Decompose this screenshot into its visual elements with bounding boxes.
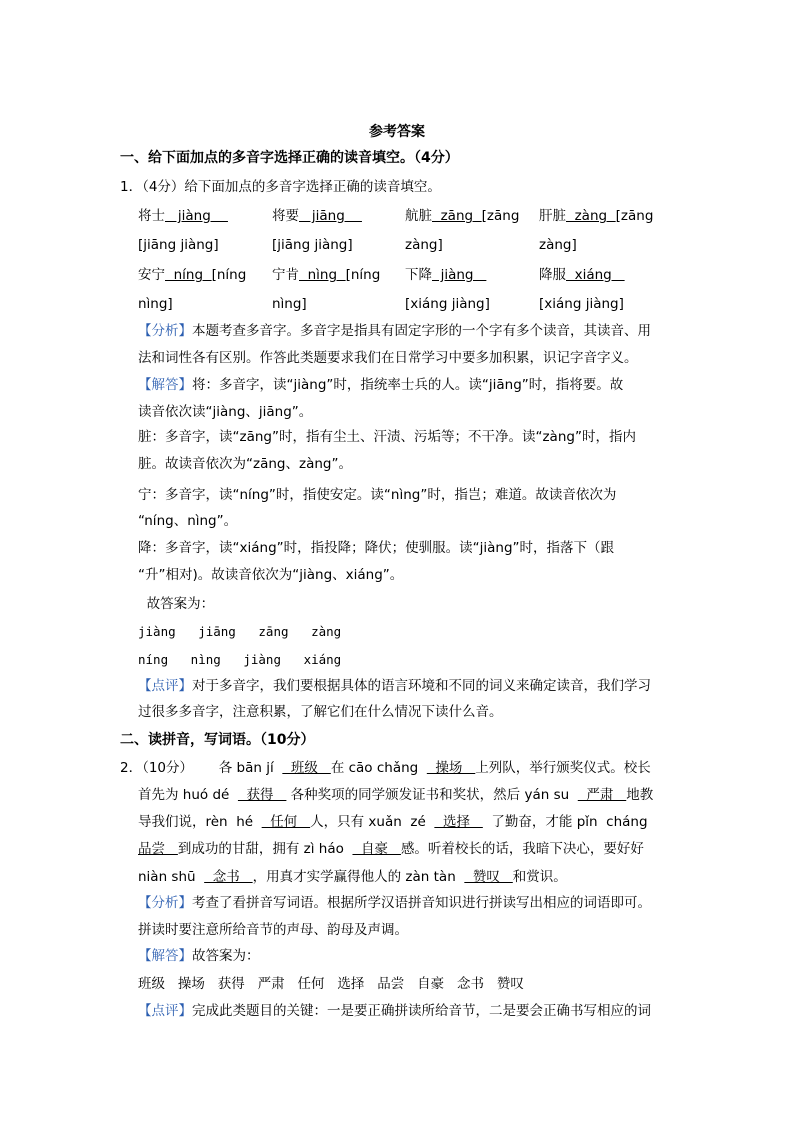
- filled-answer: zāng: [432, 208, 482, 224]
- grid-cell: [272, 206, 362, 226]
- text-segment: 到成功的甘甜，拥有 zì háo: [177, 841, 353, 857]
- text-segment: zàng]: [539, 237, 577, 253]
- text-segment: 人，只有 xuǎn zé: [310, 814, 435, 830]
- text-segment: 宁肯: [272, 267, 299, 283]
- text-segment: 将：多音字，读“jiàng”时，指统率士兵的人。读“jiāng”时，指将要。故: [192, 377, 624, 393]
- question-2-line: [138, 785, 653, 805]
- text-segment: 肝脏: [539, 208, 566, 224]
- grid-cell: [138, 235, 219, 255]
- answer-line: [138, 375, 623, 395]
- analysis-line: [138, 348, 638, 368]
- filled-answer: 念书: [204, 869, 253, 885]
- text-segment: níng nìng jiàng xiáng: [138, 652, 342, 667]
- answer-line: [138, 402, 312, 422]
- text-segment: 本题考查多音字。多音字是指具有固定字形的一个字有多个读音，其读音、用: [192, 323, 651, 339]
- text-segment: 考查了看拼音写词语。根据所学汉语拼音知识进行拼读写出相应的词语即可。: [192, 895, 651, 911]
- filled-answer: 操场: [426, 760, 476, 776]
- comment-line: [138, 676, 651, 696]
- grid-cell: [539, 265, 625, 285]
- answer-line: [138, 511, 237, 531]
- text-segment: 感。听着校长的话，我暗下决心，要好好: [400, 841, 644, 857]
- grid-cell: [138, 206, 228, 226]
- text-segment: 宁：多音字，读“níng”时，指使安定。读“nìng”时，指岂；难道。故读音依次为: [138, 487, 617, 503]
- text-segment: nìng]: [272, 296, 307, 312]
- text-segment: [níng: [211, 267, 247, 283]
- answer-line: [138, 427, 636, 447]
- text-segment: [zāng: [615, 208, 654, 224]
- answer-line: [138, 974, 524, 994]
- text-segment: 上列队，举行颁奖仪式。校长: [475, 760, 651, 776]
- text-segment: 降：多音字，读“xiáng”时，指投降；降伏；使驯服。读“jiàng”时，指落下（跟: [138, 540, 615, 556]
- text-segment: 在 cāo chǎng: [330, 760, 427, 776]
- filled-answer: 任何: [261, 814, 311, 830]
- comment-line: [138, 702, 503, 722]
- grid-cell: [405, 294, 490, 314]
- question-2-line: [138, 839, 644, 859]
- text-segment: 读音依次读“jiàng、jiāng”。: [138, 404, 313, 420]
- grid-cell: [539, 206, 653, 226]
- analysis-line: [138, 321, 651, 341]
- text-segment: 航脏: [405, 208, 432, 224]
- answer-line: [138, 594, 214, 614]
- text-segment: [xiáng jiàng]: [539, 296, 624, 312]
- text-segment: [zāng: [481, 208, 520, 224]
- grid-cell: [405, 265, 486, 285]
- answer-line: [138, 946, 260, 966]
- text-segment: ，用真才实学赢得他人的 zàn tàn: [252, 869, 465, 885]
- filled-answer: 品尝: [138, 841, 178, 857]
- grid-cell: [405, 206, 519, 226]
- filled-answer: níng: [165, 267, 212, 283]
- grid-cell: [405, 235, 443, 255]
- filled-answer: 自豪: [352, 841, 401, 857]
- text-segment: 班级 操场 获得 严肃 任何 选择 品尝 自豪 念书 赞叹: [138, 976, 524, 992]
- filled-answer: zàng: [566, 208, 616, 224]
- analysis-line: [138, 920, 408, 940]
- text-segment: [xiáng jiàng]: [405, 296, 490, 312]
- section1-heading: [120, 148, 459, 168]
- section-tag: 【解答】: [138, 377, 192, 393]
- filled-answer: 班级: [282, 760, 331, 776]
- filled-answer: nìng: [299, 267, 346, 283]
- text-segment: 完成此类题目的关键：一是要正确拼读所给音节，二是要会正确书写相应的词: [192, 1003, 651, 1019]
- text-segment: “升”相对)。故读音依次为“jiàng、xiáng”。: [138, 567, 404, 583]
- text-segment: nìng]: [138, 296, 173, 312]
- page-title: 参考答案: [369, 124, 425, 140]
- question-2-line: [120, 758, 651, 778]
- filled-answer: 获得: [237, 787, 287, 803]
- answer-line: [138, 454, 352, 474]
- analysis-line: [138, 893, 651, 913]
- text-segment: [jiāng jiàng]: [272, 237, 353, 253]
- grid-cell: [138, 294, 173, 314]
- text-segment: 二、读拼音，写词语。（10分）: [120, 732, 315, 748]
- grid-cell: [138, 265, 246, 285]
- text-segment: 了勤奋，才能 pǐn cháng: [482, 814, 648, 830]
- text-segment: 首先为 huó dé: [138, 787, 238, 803]
- answer-line: [138, 565, 403, 585]
- text-segment: 各种奖项的同学颁发证书和奖状，然后 yán su: [286, 787, 578, 803]
- text-segment: 地教: [626, 787, 654, 803]
- text-segment: 1．（4分）给下面加点的多音字选择正确的读音填空。: [120, 179, 441, 195]
- text-segment: 2．（10分） 各 bān jí: [120, 760, 283, 776]
- answer-line: [138, 622, 341, 642]
- filled-answer: jiāng: [299, 208, 362, 224]
- text-segment: 导我们说，rèn hé: [138, 814, 262, 830]
- text-segment: niàn shū: [138, 869, 205, 885]
- text-segment: [níng: [345, 267, 381, 283]
- filled-answer: jiàng: [165, 208, 228, 224]
- section-tag: 【分析】: [138, 323, 192, 339]
- filled-answer: 赞叹: [464, 869, 513, 885]
- grid-cell: [272, 294, 307, 314]
- text-segment: 法和词性各有区别。作答此类题要求我们在日常学习中要多加积累，识记字音字义。: [138, 350, 638, 366]
- question-1: [120, 177, 441, 197]
- filled-answer: jiàng: [432, 267, 487, 283]
- text-segment: 一、给下面加点的多音字选择正确的读音填空。（4分）: [120, 150, 459, 166]
- grid-cell: [272, 265, 380, 285]
- text-segment: 安宁: [138, 267, 165, 283]
- text-segment: 脏。故读音依次为“zāng、zàng”。: [138, 456, 352, 472]
- text-segment: 故答案为：: [192, 948, 260, 964]
- text-segment: 将士: [138, 208, 165, 224]
- text-segment: 和赏识。: [512, 869, 567, 885]
- text-segment: 过很多多音字，注意积累，了解它们在什么情况下读什么音。: [138, 704, 503, 720]
- section-tag: 【点评】: [138, 1003, 192, 1019]
- answer-line: [138, 650, 341, 670]
- text-segment: “níng、nìng”。: [138, 513, 238, 529]
- text-segment: [jiāng jiàng]: [138, 237, 219, 253]
- section-tag: 【分析】: [138, 895, 192, 911]
- text-segment: jiàng jiāng zāng zàng: [138, 624, 342, 639]
- question-2-line: [138, 812, 648, 832]
- answer-line: [138, 538, 614, 558]
- question-2-line: [138, 867, 567, 887]
- grid-cell: [272, 235, 353, 255]
- grid-cell: [539, 294, 624, 314]
- filled-answer: xiáng: [566, 267, 625, 283]
- text-segment: 降服: [539, 267, 566, 283]
- text-segment: 下降: [405, 267, 432, 283]
- section2-heading: [120, 730, 314, 750]
- comment-line: [138, 1001, 651, 1021]
- text-segment: 将要: [272, 208, 299, 224]
- grid-cell: [539, 235, 577, 255]
- text-segment: 拼读时要注意所给音节的声母、韵母及声调。: [138, 922, 408, 938]
- answer-line: [138, 485, 616, 505]
- text-segment: 故答案为：: [138, 596, 215, 612]
- text-segment: zàng]: [405, 237, 443, 253]
- section-tag: 【解答】: [138, 948, 192, 964]
- text-segment: 对于多音字，我们要根据具体的语言环境和不同的词义来确定读音，我们学习: [192, 678, 651, 694]
- text-segment: 脏：多音字，读“zāng”时，指有尘土、汗渍、污垢等；不干净。读“zàng”时，指内: [138, 429, 636, 445]
- section-tag: 【点评】: [138, 678, 192, 694]
- filled-answer: 严肃: [577, 787, 627, 803]
- filled-answer: 选择: [434, 814, 483, 830]
